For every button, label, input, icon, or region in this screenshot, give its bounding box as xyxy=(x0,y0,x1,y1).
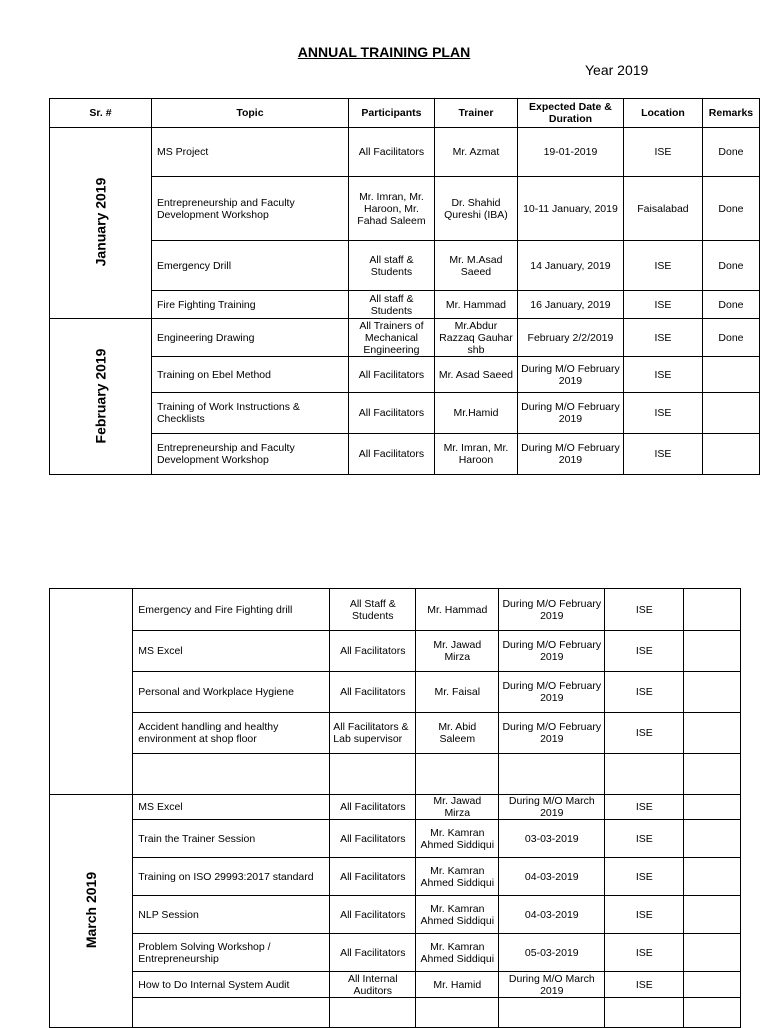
header-location: Location xyxy=(623,99,702,128)
trainer-cell: Mr.Abdur Razzaq Gauhar shb xyxy=(434,319,517,357)
trainer-cell: Mr. Azmat xyxy=(434,128,517,177)
table-row xyxy=(50,128,760,177)
topic-cell: MS Excel xyxy=(133,795,330,820)
participants-cell: All Facilitators xyxy=(330,672,416,713)
topic-cell: Emergency and Fire Fighting drill xyxy=(133,589,330,631)
remarks-cell xyxy=(684,672,741,713)
remarks-cell xyxy=(702,357,759,393)
header-remarks: Remarks xyxy=(702,99,759,128)
trainer-cell: Mr. Hammad xyxy=(416,589,499,631)
remarks-cell xyxy=(684,795,741,820)
location-cell: ISE xyxy=(605,934,684,972)
trainer-cell: Mr. Faisal xyxy=(416,672,499,713)
remarks-cell xyxy=(684,934,741,972)
date-cell xyxy=(499,754,605,795)
location-cell xyxy=(605,754,684,795)
remarks-cell xyxy=(684,972,741,998)
trainer-cell: Mr. Hammad xyxy=(434,291,517,319)
remarks-cell: Done xyxy=(702,319,759,357)
trainer-cell: Mr. Kamran Ahmed Siddiqui xyxy=(416,820,499,858)
trainer-cell: Mr. Imran, Mr. Haroon xyxy=(434,434,517,475)
header-participants: Participants xyxy=(348,99,434,128)
participants-cell: All Facilitators xyxy=(348,357,434,393)
participants-cell: All Facilitators xyxy=(330,795,416,820)
trainer-cell: Mr. Kamran Ahmed Siddiqui xyxy=(416,896,499,934)
participants-cell: All Facilitators xyxy=(348,393,434,434)
header-date: Expected Date & Duration xyxy=(517,99,623,128)
trainer-cell xyxy=(416,754,499,795)
participants-cell: All staff & Students xyxy=(348,291,434,319)
date-cell: 16 January, 2019 xyxy=(517,291,623,319)
topic-cell: Personal and Workplace Hygiene xyxy=(133,672,330,713)
topic-cell: MS Project xyxy=(151,128,348,177)
date-cell: February 2/2/2019 xyxy=(517,319,623,357)
training-plan-table-page-2 xyxy=(49,588,741,1028)
participants-cell: All Facilitators xyxy=(330,896,416,934)
topic-cell xyxy=(133,998,330,1028)
header-topic: Topic xyxy=(151,99,348,128)
participants-cell: All Facilitators xyxy=(348,434,434,475)
table-row xyxy=(50,177,760,241)
remarks-cell xyxy=(684,820,741,858)
location-cell: ISE xyxy=(605,713,684,754)
table-row xyxy=(50,589,741,631)
remarks-cell: Done xyxy=(702,128,759,177)
trainer-cell xyxy=(416,998,499,1028)
trainer-cell: Mr. Abid Saleem xyxy=(416,713,499,754)
topic-cell: Entrepreneurship and Faculty Development Workshop xyxy=(151,434,348,475)
remarks-cell xyxy=(702,393,759,434)
participants-cell: All Staff & Students xyxy=(330,589,416,631)
table-row xyxy=(50,795,741,820)
trainer-cell: Mr. M.Asad Saeed xyxy=(434,241,517,291)
table-row xyxy=(50,896,741,934)
location-cell: ISE xyxy=(605,858,684,896)
participants-cell: Mr. Imran, Mr. Haroon, Mr. Fahad Saleem xyxy=(348,177,434,241)
training-plan-table-page-1 xyxy=(49,98,760,475)
participants-cell: All Facilitators & Lab supervisor xyxy=(330,713,416,754)
topic-cell: Train the Trainer Session xyxy=(133,820,330,858)
month-cell-february xyxy=(50,319,152,475)
remarks-cell: Done xyxy=(702,177,759,241)
trainer-cell: Mr. Hamid xyxy=(416,972,499,998)
date-cell: During M/O March 2019 xyxy=(499,972,605,998)
topic-cell: MS Excel xyxy=(133,631,330,672)
remarks-cell xyxy=(684,998,741,1028)
remarks-cell xyxy=(684,631,741,672)
table-row xyxy=(50,820,741,858)
topic-cell: NLP Session xyxy=(133,896,330,934)
header-trainer: Trainer xyxy=(434,99,517,128)
participants-cell: All Facilitators xyxy=(330,820,416,858)
participants-cell: All Internal Auditors xyxy=(330,972,416,998)
trainer-cell: Mr. Jawad Mirza xyxy=(416,795,499,820)
location-cell: ISE xyxy=(623,128,702,177)
remarks-cell: Done xyxy=(702,241,759,291)
location-cell: ISE xyxy=(623,291,702,319)
date-cell: 04-03-2019 xyxy=(499,858,605,896)
month-cell-blank xyxy=(50,589,133,795)
participants-cell: All Facilitators xyxy=(348,128,434,177)
location-cell: ISE xyxy=(623,319,702,357)
table-row xyxy=(50,713,741,754)
topic-cell: Training on Ebel Method xyxy=(151,357,348,393)
participants-cell: All Facilitators xyxy=(330,934,416,972)
header-sr: Sr. # xyxy=(50,99,152,128)
participants-cell xyxy=(330,998,416,1028)
table-row xyxy=(50,291,760,319)
table-row-empty xyxy=(50,998,741,1028)
remarks-cell xyxy=(702,434,759,475)
month-label-january: January 2019 xyxy=(92,177,109,267)
date-cell xyxy=(499,998,605,1028)
trainer-cell: Dr. Shahid Qureshi (IBA) xyxy=(434,177,517,241)
month-cell-march xyxy=(50,795,133,1028)
month-label-march: March 2019 xyxy=(83,871,100,949)
topic-cell: Fire Fighting Training xyxy=(151,291,348,319)
month-label-february: February 2019 xyxy=(92,348,109,443)
table-row xyxy=(50,241,760,291)
location-cell: ISE xyxy=(623,393,702,434)
date-cell: 04-03-2019 xyxy=(499,896,605,934)
date-cell: During M/O March 2019 xyxy=(499,795,605,820)
participants-cell: All Facilitators xyxy=(330,858,416,896)
participants-cell xyxy=(330,754,416,795)
trainer-cell: Mr. Jawad Mirza xyxy=(416,631,499,672)
date-cell: During M/O February 2019 xyxy=(517,393,623,434)
topic-cell: Accident handling and healthy environment at shop floor xyxy=(133,713,330,754)
table-row xyxy=(50,972,741,998)
participants-cell: All Trainers of Mechanical Engineering xyxy=(348,319,434,357)
topic-cell: Engineering Drawing xyxy=(151,319,348,357)
remarks-cell xyxy=(684,754,741,795)
date-cell: During M/O February 2019 xyxy=(517,434,623,475)
location-cell: ISE xyxy=(605,672,684,713)
table-row xyxy=(50,672,741,713)
month-cell-january xyxy=(50,128,152,319)
remarks-cell xyxy=(684,589,741,631)
document-year: Year 2019 xyxy=(585,62,649,78)
location-cell: ISE xyxy=(605,795,684,820)
date-cell: During M/O February 2019 xyxy=(499,672,605,713)
participants-cell: All staff & Students xyxy=(348,241,434,291)
trainer-cell: Mr. Asad Saeed xyxy=(434,357,517,393)
location-cell: ISE xyxy=(605,589,684,631)
date-cell: 19-01-2019 xyxy=(517,128,623,177)
location-cell: ISE xyxy=(605,972,684,998)
date-cell: During M/O February 2019 xyxy=(499,589,605,631)
location-cell xyxy=(605,998,684,1028)
date-cell: 03-03-2019 xyxy=(499,820,605,858)
location-cell: ISE xyxy=(623,357,702,393)
topic-cell: Entrepreneurship and Faculty Development Workshop xyxy=(151,177,348,241)
document-title: ANNUAL TRAINING PLAN xyxy=(297,44,471,60)
table-row xyxy=(50,858,741,896)
topic-cell: Problem Solving Workshop / Entrepreneurship xyxy=(133,934,330,972)
location-cell: Faisalabad xyxy=(623,177,702,241)
topic-cell: Training of Work Instructions & Checklists xyxy=(151,393,348,434)
participants-cell: All Facilitators xyxy=(330,631,416,672)
table-row xyxy=(50,319,760,357)
topic-cell: How to Do Internal System Audit xyxy=(133,972,330,998)
table-row xyxy=(50,393,760,434)
topic-cell xyxy=(133,754,330,795)
topic-cell: Emergency Drill xyxy=(151,241,348,291)
remarks-cell xyxy=(684,713,741,754)
table-row xyxy=(50,631,741,672)
date-cell: During M/O February 2019 xyxy=(517,357,623,393)
trainer-cell: Mr.Hamid xyxy=(434,393,517,434)
location-cell: ISE xyxy=(605,820,684,858)
date-cell: 10-11 January, 2019 xyxy=(517,177,623,241)
location-cell: ISE xyxy=(623,434,702,475)
remarks-cell xyxy=(684,858,741,896)
date-cell: During M/O February 2019 xyxy=(499,713,605,754)
trainer-cell: Mr. Kamran Ahmed Siddiqui xyxy=(416,934,499,972)
table-header-row xyxy=(50,99,760,128)
table-row xyxy=(50,934,741,972)
date-cell: 05-03-2019 xyxy=(499,934,605,972)
location-cell: ISE xyxy=(605,896,684,934)
table-row-empty xyxy=(50,754,741,795)
topic-cell: Training on ISO 29993:2017 standard xyxy=(133,858,330,896)
location-cell: ISE xyxy=(623,241,702,291)
table-row xyxy=(50,434,760,475)
table-row xyxy=(50,357,760,393)
date-cell: During M/O February 2019 xyxy=(499,631,605,672)
trainer-cell: Mr. Kamran Ahmed Siddiqui xyxy=(416,858,499,896)
remarks-cell xyxy=(684,896,741,934)
location-cell: ISE xyxy=(605,631,684,672)
remarks-cell: Done xyxy=(702,291,759,319)
date-cell: 14 January, 2019 xyxy=(517,241,623,291)
